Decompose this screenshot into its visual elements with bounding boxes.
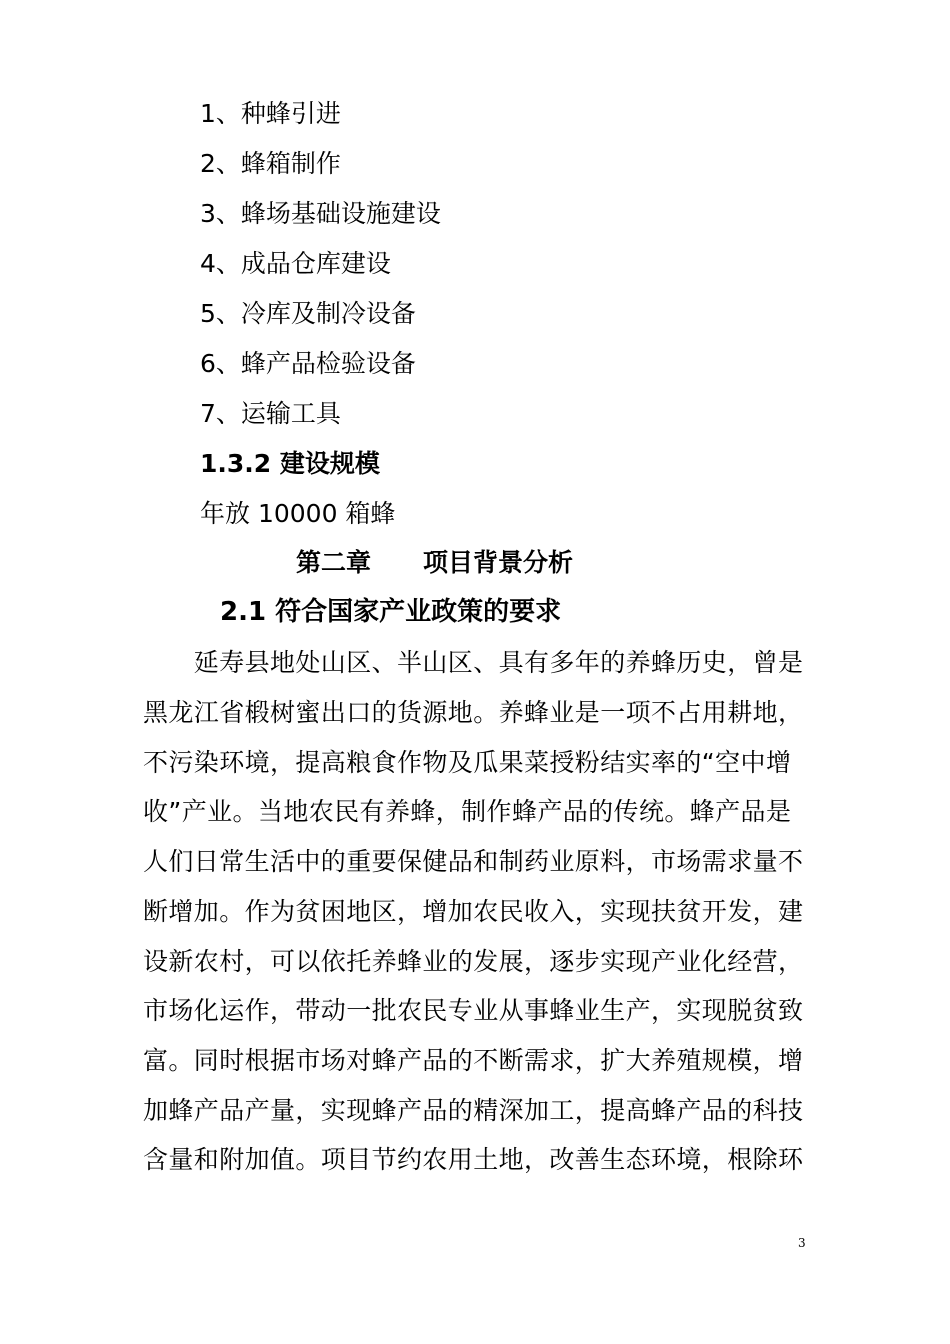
chapter-heading: [296, 548, 573, 578]
body-line: 含量和附加值。项目节约农用土地，改善生态环境，根除环: [143, 1145, 804, 1174]
body-line: 加蜂产品产量，实现蜂产品的精深加工，提高蜂产品的科技: [143, 1096, 804, 1125]
body-line: 人们日常生活中的重要保健品和制药业原料，市场需求量不: [143, 847, 804, 876]
body-line: 市场化运作，带动一批农民专业从事蜂业生产，实现脱贫致: [143, 996, 804, 1025]
list-item: 7、运输工具: [200, 399, 341, 428]
body-line: 设新农村，可以依托养蜂业的发展，逐步实现产业化经营，: [143, 947, 804, 976]
chapter-number: 第二章: [296, 548, 372, 577]
body-line: 不污染环境，提高粮食作物及瓜果菜授粉结实率的“空中增: [143, 748, 792, 777]
list-item: 3、蜂场基础设施建设: [200, 199, 441, 228]
body-line: 断增加。作为贫困地区，增加农民收入，实现扶贫开发，建: [143, 897, 804, 926]
scale-text: 年放 10000 箱蜂: [200, 499, 396, 528]
chapter-title: 项目背景分析: [423, 548, 574, 577]
list-item: 4、成品仓库建设: [200, 249, 391, 278]
body-line: 黑龙江省椴树蜜出口的货源地。养蜂业是一项不占用耕地，: [143, 698, 804, 727]
list-item: 2、蜂箱制作: [200, 149, 341, 178]
body-line: 延寿县地处山区、半山区、具有多年的养蜂历史，曾是: [143, 648, 804, 677]
subsection-heading: 1.3.2 建设规模: [200, 449, 380, 478]
page-number: 3: [798, 1236, 806, 1250]
list-item: 6、蜂产品检验设备: [200, 349, 416, 378]
section-heading: 2.1 符合国家产业政策的要求: [220, 597, 562, 627]
list-item: 1、种蜂引进: [200, 99, 341, 128]
body-line: 收”产业。当地农民有养蜂，制作蜂产品的传统。蜂产品是: [143, 797, 792, 826]
list-item: 5、冷库及制冷设备: [200, 299, 416, 328]
body-line: 富。同时根据市场对蜂产品的不断需求，扩大养殖规模，增: [143, 1046, 804, 1075]
